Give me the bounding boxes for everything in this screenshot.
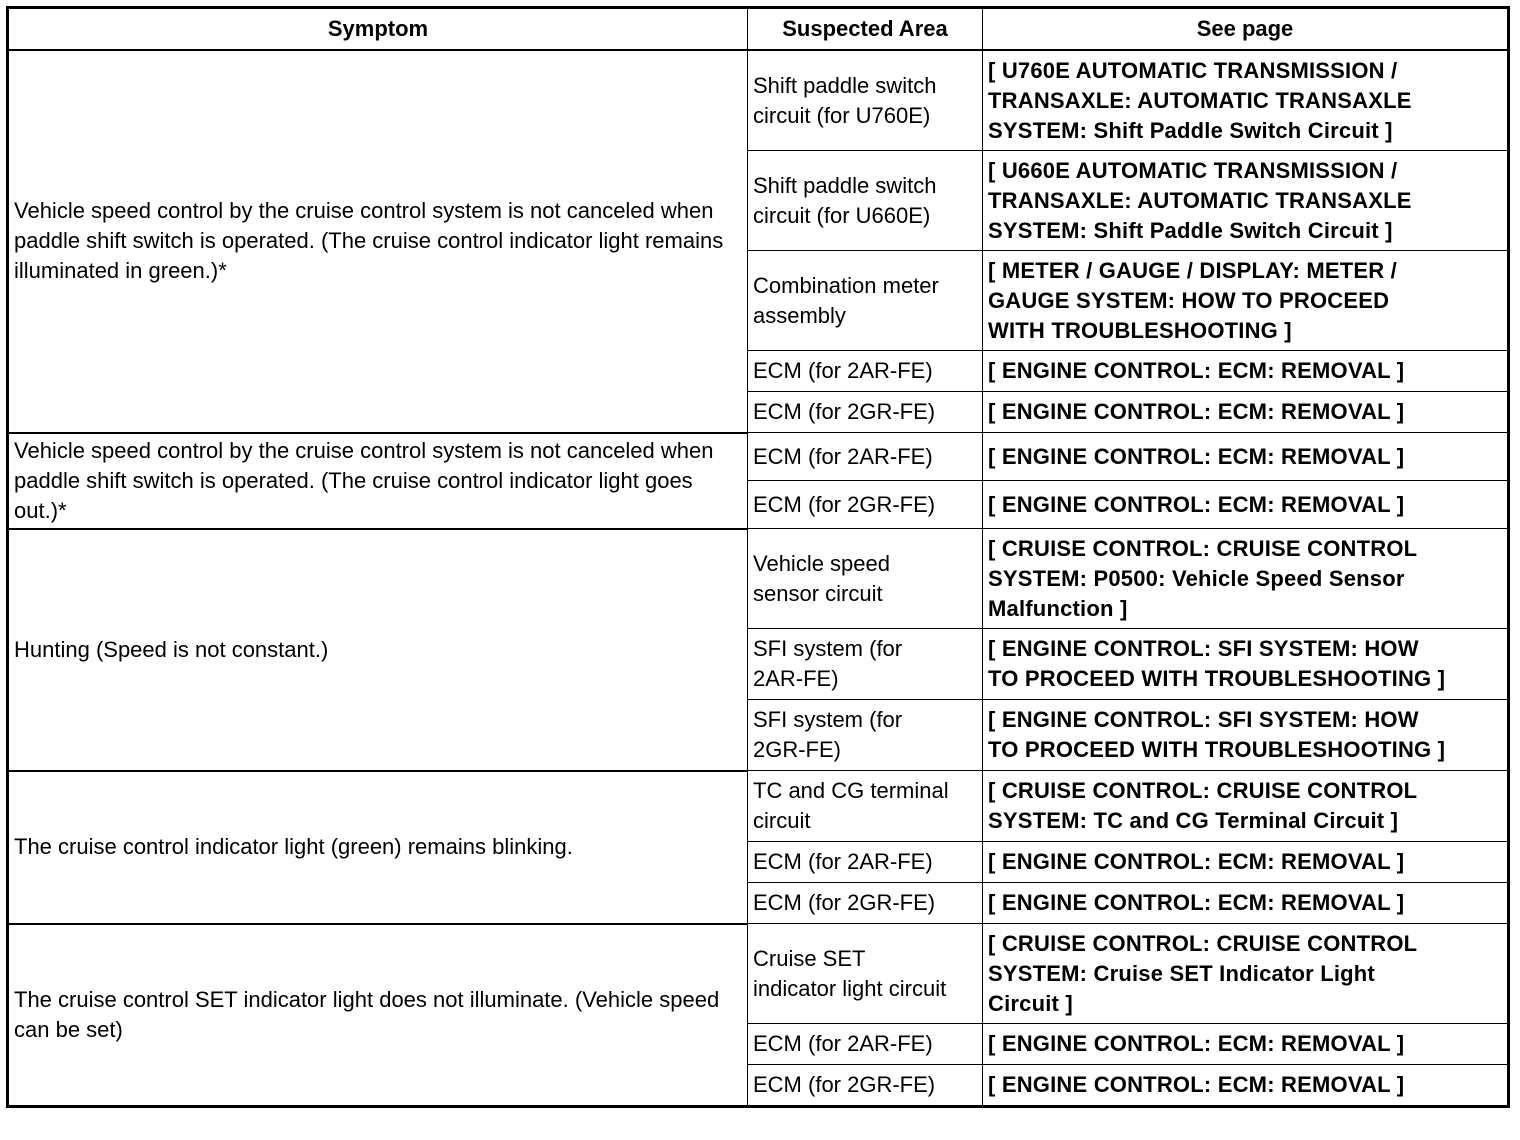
see-page-line: [ CRUISE CONTROL: CRUISE CONTROL <box>988 930 1418 956</box>
symptom-cell: Vehicle speed control by the cruise control system is not canceled when paddle shift switch is operated. (The cruise control indicator light remains illuminated in green.)* <box>8 50 748 433</box>
see-page-link[interactable]: [ ENGINE CONTROL: ECM: REMOVAL ] <box>983 1024 1509 1065</box>
suspected-area-line: Cruise SET <box>753 945 866 971</box>
table-row <box>8 924 1509 1024</box>
header-symptom: Symptom <box>8 8 748 51</box>
table-row <box>8 771 1509 842</box>
see-page-link[interactable]: [ ENGINE CONTROL: ECM: REMOVAL ] <box>983 883 1509 924</box>
see-page-line: SYSTEM: Shift Paddle Switch Circuit ] <box>988 217 1393 243</box>
see-page-link[interactable]: [ ENGINE CONTROL: ECM: REMOVAL ] <box>983 1065 1509 1107</box>
see-page-line: [ U760E AUTOMATIC TRANSMISSION / <box>988 57 1398 83</box>
suspected-area-line: 2AR-FE) <box>753 666 839 691</box>
suspected-area-line: circuit <box>753 808 811 833</box>
suspected-area-cell: ECM (for 2AR-FE) <box>748 433 983 481</box>
table-row <box>8 50 1509 151</box>
suspected-area-line: Shift paddle switch <box>753 72 937 98</box>
see-page-line: SYSTEM: Cruise SET Indicator Light <box>988 960 1375 986</box>
see-page-line: GAUGE SYSTEM: HOW TO PROCEED <box>988 287 1390 313</box>
suspected-area-cell <box>748 771 983 842</box>
see-page-link[interactable] <box>983 151 1509 251</box>
table-row <box>8 529 1509 629</box>
see-page-link[interactable]: [ ENGINE CONTROL: ECM: REMOVAL ] <box>983 351 1509 392</box>
see-page-link[interactable] <box>983 700 1509 771</box>
suspected-area-cell <box>748 629 983 700</box>
suspected-area-cell: ECM (for 2AR-FE) <box>748 351 983 392</box>
see-page-line: TRANSAXLE: AUTOMATIC TRANSAXLE <box>988 87 1412 113</box>
header-see-page: See page <box>983 8 1509 51</box>
suspected-area-line: SFI system (for <box>753 707 903 732</box>
see-page-line: [ ENGINE CONTROL: SFI SYSTEM: HOW <box>988 636 1419 661</box>
see-page-line: SYSTEM: P0500: Vehicle Speed Sensor <box>988 565 1405 591</box>
suspected-area-cell <box>748 50 983 151</box>
table-row <box>8 433 1509 481</box>
suspected-area-cell: ECM (for 2GR-FE) <box>748 392 983 433</box>
see-page-link[interactable] <box>983 529 1509 629</box>
see-page-line: [ CRUISE CONTROL: CRUISE CONTROL <box>988 535 1418 561</box>
suspected-area-cell: ECM (for 2GR-FE) <box>748 883 983 924</box>
suspected-area-cell <box>748 700 983 771</box>
see-page-line: [ ENGINE CONTROL: SFI SYSTEM: HOW <box>988 707 1419 732</box>
suspected-area-cell <box>748 151 983 251</box>
see-page-line: TO PROCEED WITH TROUBLESHOOTING ] <box>988 666 1446 691</box>
see-page-link[interactable] <box>983 629 1509 700</box>
suspected-area-cell <box>748 529 983 629</box>
suspected-area-line: circuit (for U660E) <box>753 202 931 228</box>
troubleshooting-table <box>6 6 1510 1108</box>
suspected-area-cell: ECM (for 2AR-FE) <box>748 842 983 883</box>
suspected-area-line: 2GR-FE) <box>753 737 841 762</box>
suspected-area-cell <box>748 251 983 351</box>
see-page-line: SYSTEM: Shift Paddle Switch Circuit ] <box>988 117 1393 143</box>
suspected-area-line: Combination meter <box>753 272 939 298</box>
symptom-cell: The cruise control SET indicator light does not illuminate. (Vehicle speed can be set) <box>8 924 748 1107</box>
suspected-area-cell: ECM (for 2GR-FE) <box>748 1065 983 1107</box>
see-page-link[interactable]: [ ENGINE CONTROL: ECM: REMOVAL ] <box>983 392 1509 433</box>
see-page-line: TRANSAXLE: AUTOMATIC TRANSAXLE <box>988 187 1412 213</box>
see-page-line: Malfunction ] <box>988 595 1128 621</box>
suspected-area-line: SFI system (for <box>753 636 903 661</box>
suspected-area-line: TC and CG terminal <box>753 778 949 803</box>
symptom-cell: The cruise control indicator light (green) remains blinking. <box>8 771 748 924</box>
see-page-line: [ CRUISE CONTROL: CRUISE CONTROL <box>988 778 1418 803</box>
see-page-line: WITH TROUBLESHOOTING ] <box>988 317 1292 343</box>
suspected-area-cell <box>748 924 983 1024</box>
see-page-line: TO PROCEED WITH TROUBLESHOOTING ] <box>988 737 1446 762</box>
header-row <box>8 8 1509 51</box>
see-page-line: [ METER / GAUGE / DISPLAY: METER / <box>988 257 1397 283</box>
see-page-link[interactable] <box>983 771 1509 842</box>
suspected-area-line: assembly <box>753 302 846 328</box>
see-page-line: Circuit ] <box>988 990 1073 1016</box>
suspected-area-line: sensor circuit <box>753 580 883 606</box>
see-page-link[interactable] <box>983 251 1509 351</box>
see-page-link[interactable] <box>983 50 1509 151</box>
see-page-link[interactable]: [ ENGINE CONTROL: ECM: REMOVAL ] <box>983 433 1509 481</box>
suspected-area-cell: ECM (for 2AR-FE) <box>748 1024 983 1065</box>
header-suspected-area: Suspected Area <box>748 8 983 51</box>
see-page-link[interactable]: [ ENGINE CONTROL: ECM: REMOVAL ] <box>983 842 1509 883</box>
suspected-area-line: indicator light circuit <box>753 975 947 1001</box>
symptom-cell: Vehicle speed control by the cruise control system is not canceled when paddle shift switch is operated. (The cruise control indicator light goes out.)* <box>8 433 748 529</box>
see-page-link[interactable]: [ ENGINE CONTROL: ECM: REMOVAL ] <box>983 481 1509 529</box>
suspected-area-line: circuit (for U760E) <box>753 102 931 128</box>
see-page-link[interactable] <box>983 924 1509 1024</box>
symptom-cell: Hunting (Speed is not constant.) <box>8 529 748 771</box>
see-page-line: [ U660E AUTOMATIC TRANSMISSION / <box>988 157 1398 183</box>
suspected-area-line: Shift paddle switch <box>753 172 937 198</box>
see-page-line: SYSTEM: TC and CG Terminal Circuit ] <box>988 808 1399 833</box>
suspected-area-cell: ECM (for 2GR-FE) <box>748 481 983 529</box>
suspected-area-line: Vehicle speed <box>753 550 890 576</box>
